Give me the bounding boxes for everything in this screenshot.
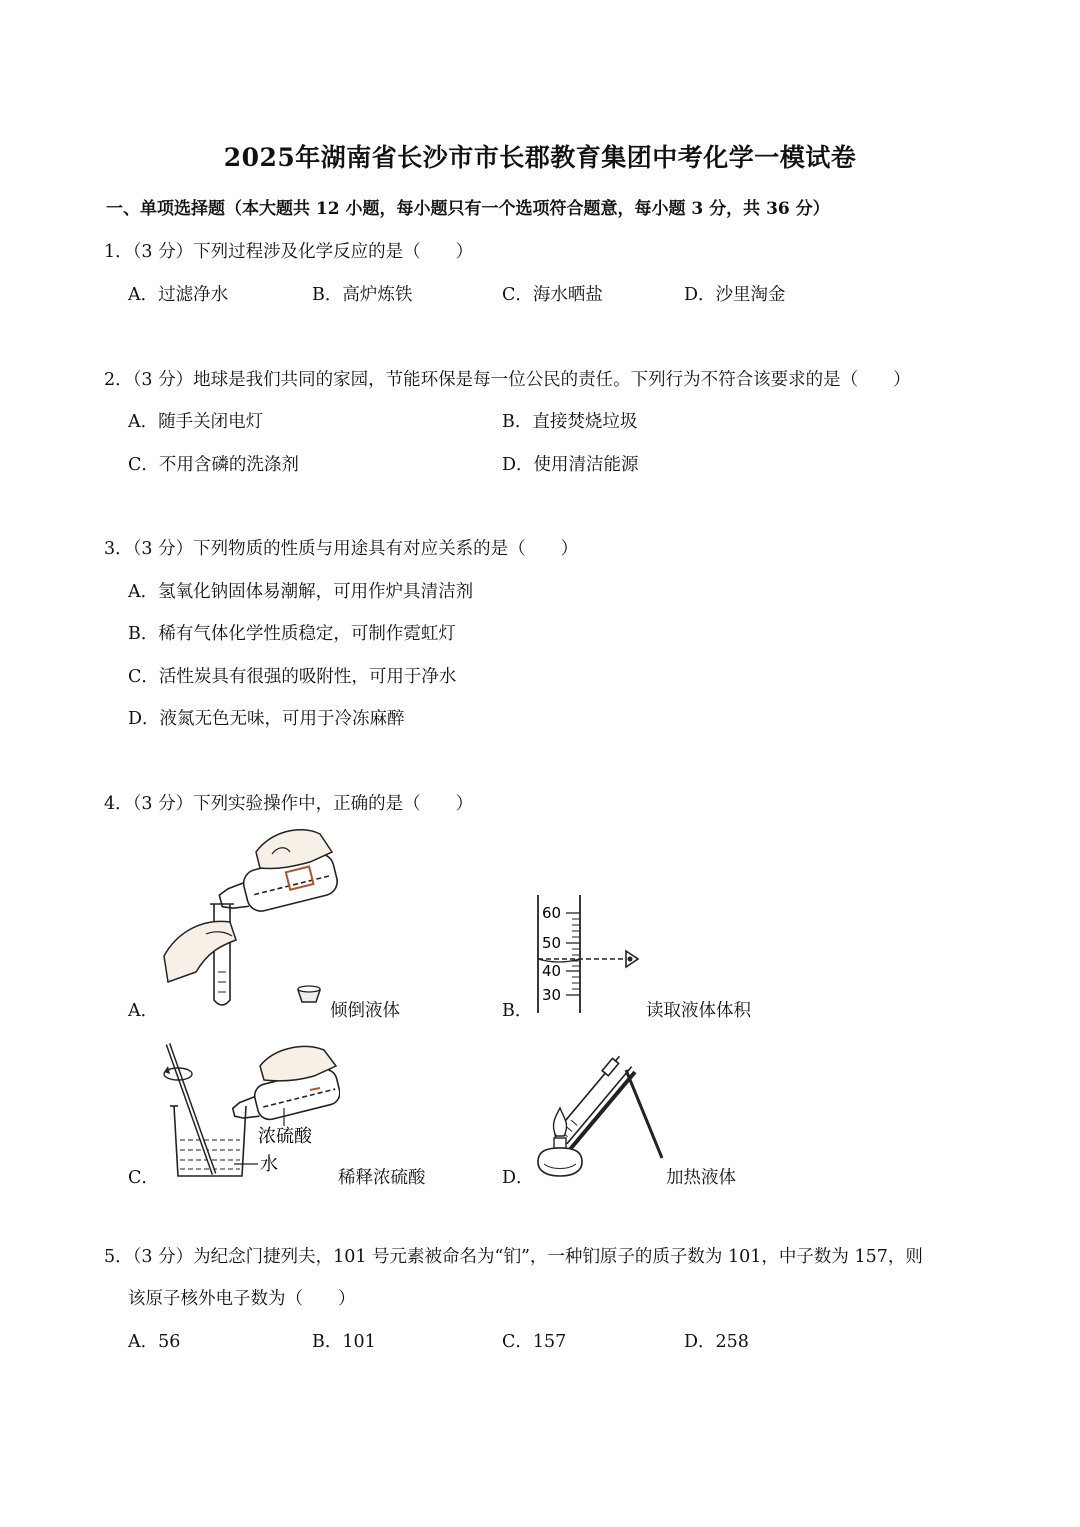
question-2-option-c: C．不用含磷的洗涤剂 (128, 455, 299, 475)
question-3-option-a: A．氢氧化钠固体易潮解，可用作炉具清洁剂 (128, 582, 474, 602)
tick-label-40: 40 (542, 962, 562, 980)
question-4-option-d: D． (502, 1168, 534, 1188)
label-water: 水 (260, 1154, 278, 1175)
label-concentrated-sulfuric-acid: 浓硫酸 (258, 1126, 312, 1147)
tick-label-60: 60 (542, 904, 562, 922)
question-5-option-c: C．157 (502, 1332, 567, 1352)
heating-liquid-diagram (530, 1050, 670, 1185)
page-title: 2025年湖南省长沙市市长郡教育集团中考化学一模试卷 (223, 143, 857, 172)
question-2-option-b: B．直接焚烧垃圾 (502, 412, 638, 432)
question-3-option-d: D．液氮无色无味，可用于冷冻麻醉 (128, 709, 405, 729)
question-2-option-d: D．使用清洁能源 (502, 455, 639, 475)
caption-pouring-liquid: 倾倒液体 (330, 1001, 400, 1021)
question-1-option-d: D．沙里淘金 (684, 285, 786, 305)
question-1-stem: 1．（3 分）下列过程涉及化学反应的是（ ） (104, 242, 474, 262)
tick-label-30: 30 (542, 986, 562, 1004)
question-1-option-b: B．高炉炼铁 (312, 285, 413, 305)
question-5-option-d: D．258 (684, 1332, 749, 1352)
question-5-option-b: B．101 (312, 1332, 376, 1352)
question-3-option-b: B．稀有气体化学性质稳定，可制作霓虹灯 (128, 624, 456, 644)
question-4-option-a: A． (128, 1001, 159, 1021)
tick-label-50: 50 (542, 934, 562, 952)
question-1-option-c: C．海水晒盐 (502, 285, 603, 305)
question-4-option-b: B． (502, 1001, 533, 1021)
question-5-stem-line-2: 该原子核外电子数为（ ） (128, 1289, 356, 1309)
caption-reading-volume: 读取液体体积 (646, 1001, 751, 1021)
caption-dilution: 稀释浓硫酸 (338, 1168, 426, 1188)
section-heading: 一、单项选择题（本大题共 12 小题，每小题只有一个选项符合题意，每小题 3 分，共 36 分） (106, 199, 830, 219)
question-2-stem: 2．（3 分）地球是我们共同的家园，节能环保是每一位公民的责任。下列行为不符合该要求的是（ ） (104, 370, 911, 390)
question-5-stem-line-1: 5．（3 分）为纪念门捷列夫，101 号元素被命名为“钔”，一种钔原子的质子数为 101，中子数为 157，则 (104, 1247, 923, 1267)
graduated-cylinder-diagram (530, 895, 650, 1015)
question-2-option-a: A．随手关闭电灯 (128, 412, 264, 432)
pouring-liquid-diagram (160, 822, 340, 1014)
question-4-option-c: C． (128, 1168, 159, 1188)
question-4-stem: 4．（3 分）下列实验操作中，正确的是（ ） (104, 794, 474, 814)
caption-heating-liquid: 加热液体 (666, 1168, 736, 1188)
dilution-diagram (150, 1040, 340, 1180)
question-3-option-c: C．活性炭具有很强的吸附性，可用于净水 (128, 667, 457, 687)
question-5-option-a: A．56 (128, 1332, 181, 1352)
question-3-stem: 3．（3 分）下列物质的性质与用途具有对应关系的是（ ） (104, 539, 579, 559)
question-1-option-a: A．过滤净水 (128, 285, 229, 305)
